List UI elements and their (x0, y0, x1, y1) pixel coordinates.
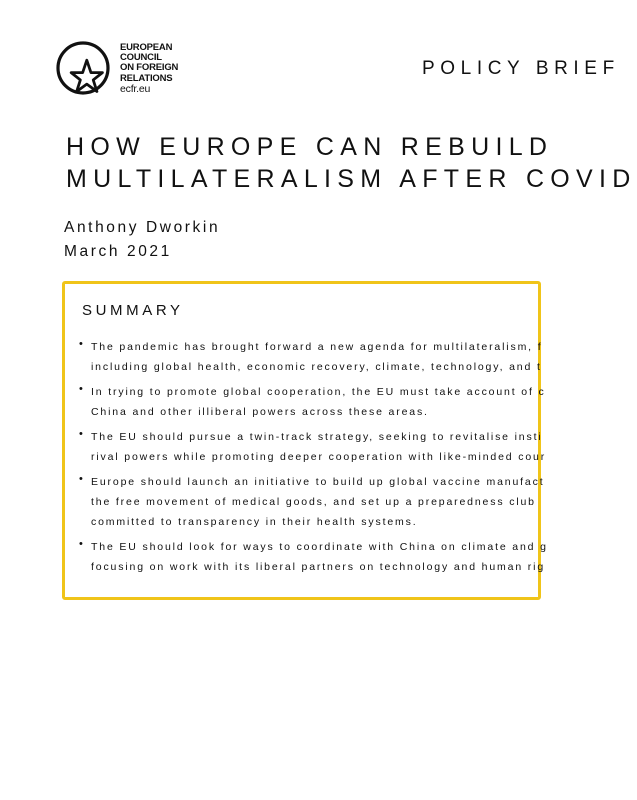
summary-bullet (79, 337, 600, 377)
bullet-text-line: including global health, economic recovery, climate, technology, and t (91, 361, 542, 373)
logo-line: COUNCIL (120, 52, 162, 64)
bullet-dot-icon: • (79, 473, 85, 485)
ecfr-logo[interactable] (54, 37, 204, 103)
publication-date: March 2021 (64, 243, 172, 260)
summary-bullet (79, 537, 600, 577)
bullet-text-line: rival powers while promoting deeper cooperation with like-minded cour (91, 451, 547, 463)
summary-bullet (79, 382, 600, 422)
bullet-dot-icon: • (79, 338, 85, 350)
title-line: HOW EUROPE CAN REBUILD (66, 133, 554, 161)
document-type-label: POLICY BRIEF (422, 58, 620, 79)
bullet-text-line: In trying to promote global cooperation, the EU must take account of c (91, 386, 546, 398)
bullet-text-line: Europe should launch an initiative to build up global vaccine manufact (91, 476, 545, 488)
ecfr-star-logo-icon (54, 37, 116, 103)
bullet-text-line: The pandemic has brought forward a new agenda for multilateralism, f (91, 341, 543, 353)
byline (64, 216, 220, 264)
bullet-dot-icon: • (79, 383, 85, 395)
bullet-text-line: The EU should look for ways to coordinate with China on climate and g (91, 541, 548, 553)
logo-line: RELATIONS (120, 72, 173, 84)
title-line: MULTILATERALISM AFTER COVID (66, 165, 637, 193)
bullet-text-line: committed to transparency in their health systems. (91, 516, 418, 528)
bullet-text-line: China and other illiberal powers across these areas. (91, 406, 429, 418)
summary-heading: SUMMARY (82, 302, 184, 319)
logo-wordmark (120, 43, 178, 94)
summary-bullet (79, 472, 600, 532)
bullet-text-line: the free movement of medical goods, and set up a preparedness club (91, 496, 536, 508)
summary-bullet-list (79, 337, 600, 582)
logo-line: ON FOREIGN (120, 62, 179, 74)
logo-line: EUROPEAN (120, 42, 173, 53)
bullet-text-line: focusing on work with its liberal partners on technology and human rig (91, 561, 546, 573)
summary-bullet (79, 427, 600, 467)
logo-url: ecfr.eu (120, 82, 151, 95)
bullet-dot-icon: • (79, 428, 85, 440)
author-name: Anthony Dworkin (64, 219, 221, 236)
page-title (66, 131, 637, 195)
bullet-text-line: The EU should pursue a twin-track strategy, seeking to revitalise insti (91, 431, 543, 443)
bullet-dot-icon: • (79, 538, 85, 550)
